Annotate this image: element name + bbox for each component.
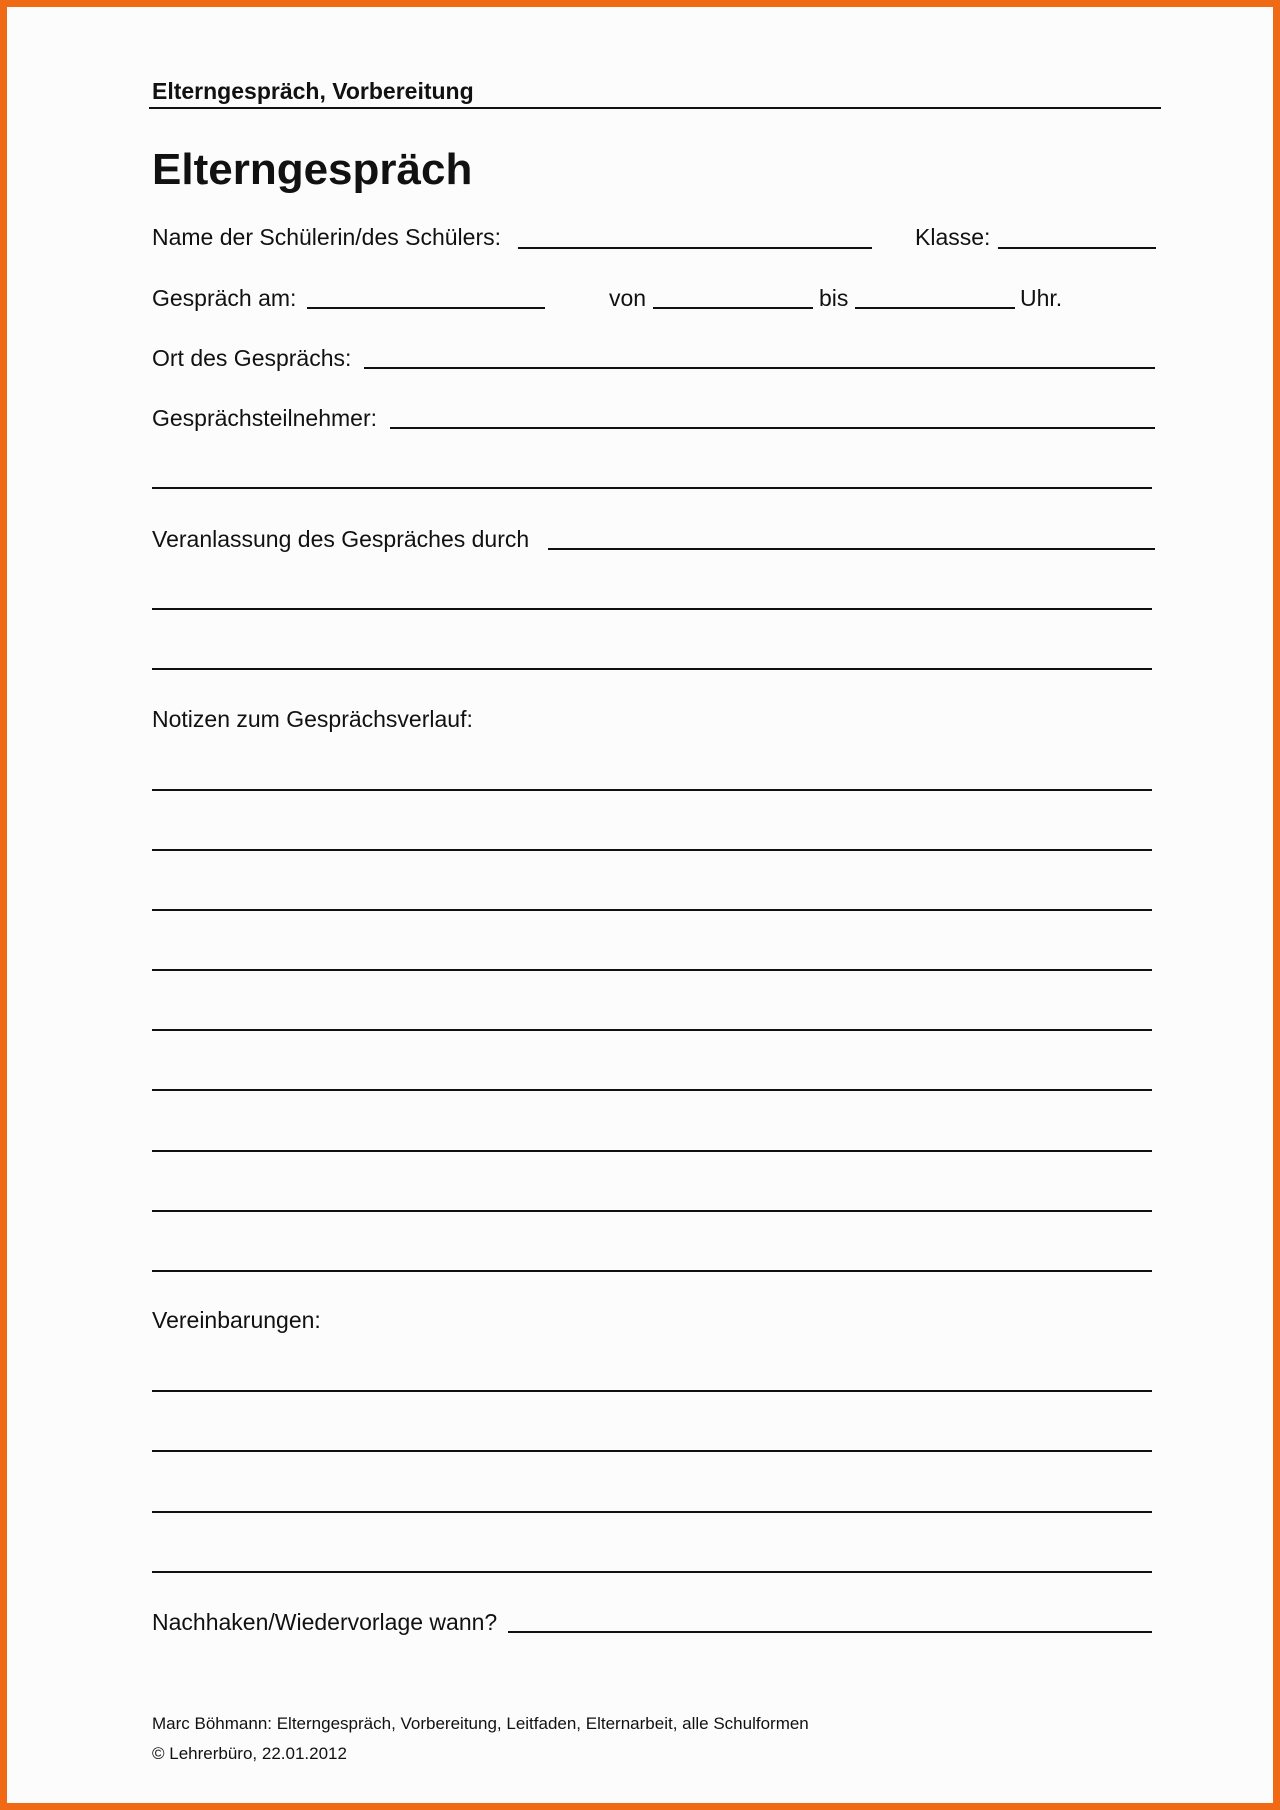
running-header: Elterngespräch, Vorbereitung xyxy=(152,78,474,104)
participants-extra-line[interactable] xyxy=(152,487,1152,489)
time-suffix: Uhr. xyxy=(1020,285,1063,311)
location-label: Ort des Gesprächs: xyxy=(152,345,352,371)
student-name-label: Name der Schülerin/des Schülers: xyxy=(152,224,501,250)
agreements-line[interactable] xyxy=(152,1571,1152,1573)
date-label: Gespräch am: xyxy=(152,285,297,311)
from-label: von xyxy=(609,285,647,311)
agreements-line[interactable] xyxy=(152,1511,1152,1513)
agreements-line[interactable] xyxy=(152,1450,1152,1452)
notes-label: Notizen zum Gesprächsverlauf: xyxy=(152,706,473,732)
class-field[interactable] xyxy=(998,247,1156,249)
agreements-label: Vereinbarungen: xyxy=(152,1307,321,1333)
notes-line[interactable] xyxy=(152,1150,1152,1152)
initiated-by-line[interactable] xyxy=(152,608,1152,610)
time-from-field[interactable] xyxy=(653,307,813,309)
agreements-line[interactable] xyxy=(152,1390,1152,1392)
to-label: bis xyxy=(819,285,849,311)
date-field[interactable] xyxy=(307,307,545,309)
followup-field[interactable] xyxy=(508,1631,1152,1633)
notes-line[interactable] xyxy=(152,1270,1152,1272)
header-rule xyxy=(149,107,1161,109)
footer-copyright: © Lehrerbüro, 22.01.2012 xyxy=(152,1744,347,1763)
student-name-field[interactable] xyxy=(518,247,872,249)
notes-line[interactable] xyxy=(152,969,1152,971)
notes-line[interactable] xyxy=(152,909,1152,911)
followup-label: Nachhaken/Wiedervorlage wann? xyxy=(152,1609,498,1635)
notes-line[interactable] xyxy=(152,849,1152,851)
time-to-field[interactable] xyxy=(855,307,1015,309)
participants-field[interactable] xyxy=(390,427,1155,429)
notes-line[interactable] xyxy=(152,1210,1152,1212)
notes-line[interactable] xyxy=(152,789,1152,791)
footer-source: Marc Böhmann: Elterngespräch, Vorbereitung, Leitfaden, Elternarbeit, alle Schulformen xyxy=(152,1714,809,1733)
participants-label: Gesprächsteilnehmer: xyxy=(152,405,377,431)
notes-line[interactable] xyxy=(152,1089,1152,1091)
location-field[interactable] xyxy=(364,367,1155,369)
initiated-by-label: Veranlassung des Gespräches durch xyxy=(152,526,530,552)
form-title: Elterngespräch xyxy=(152,145,473,194)
initiated-by-field[interactable] xyxy=(548,548,1155,550)
notes-line[interactable] xyxy=(152,1029,1152,1031)
class-label: Klasse: xyxy=(915,224,991,250)
initiated-by-line[interactable] xyxy=(152,668,1152,670)
